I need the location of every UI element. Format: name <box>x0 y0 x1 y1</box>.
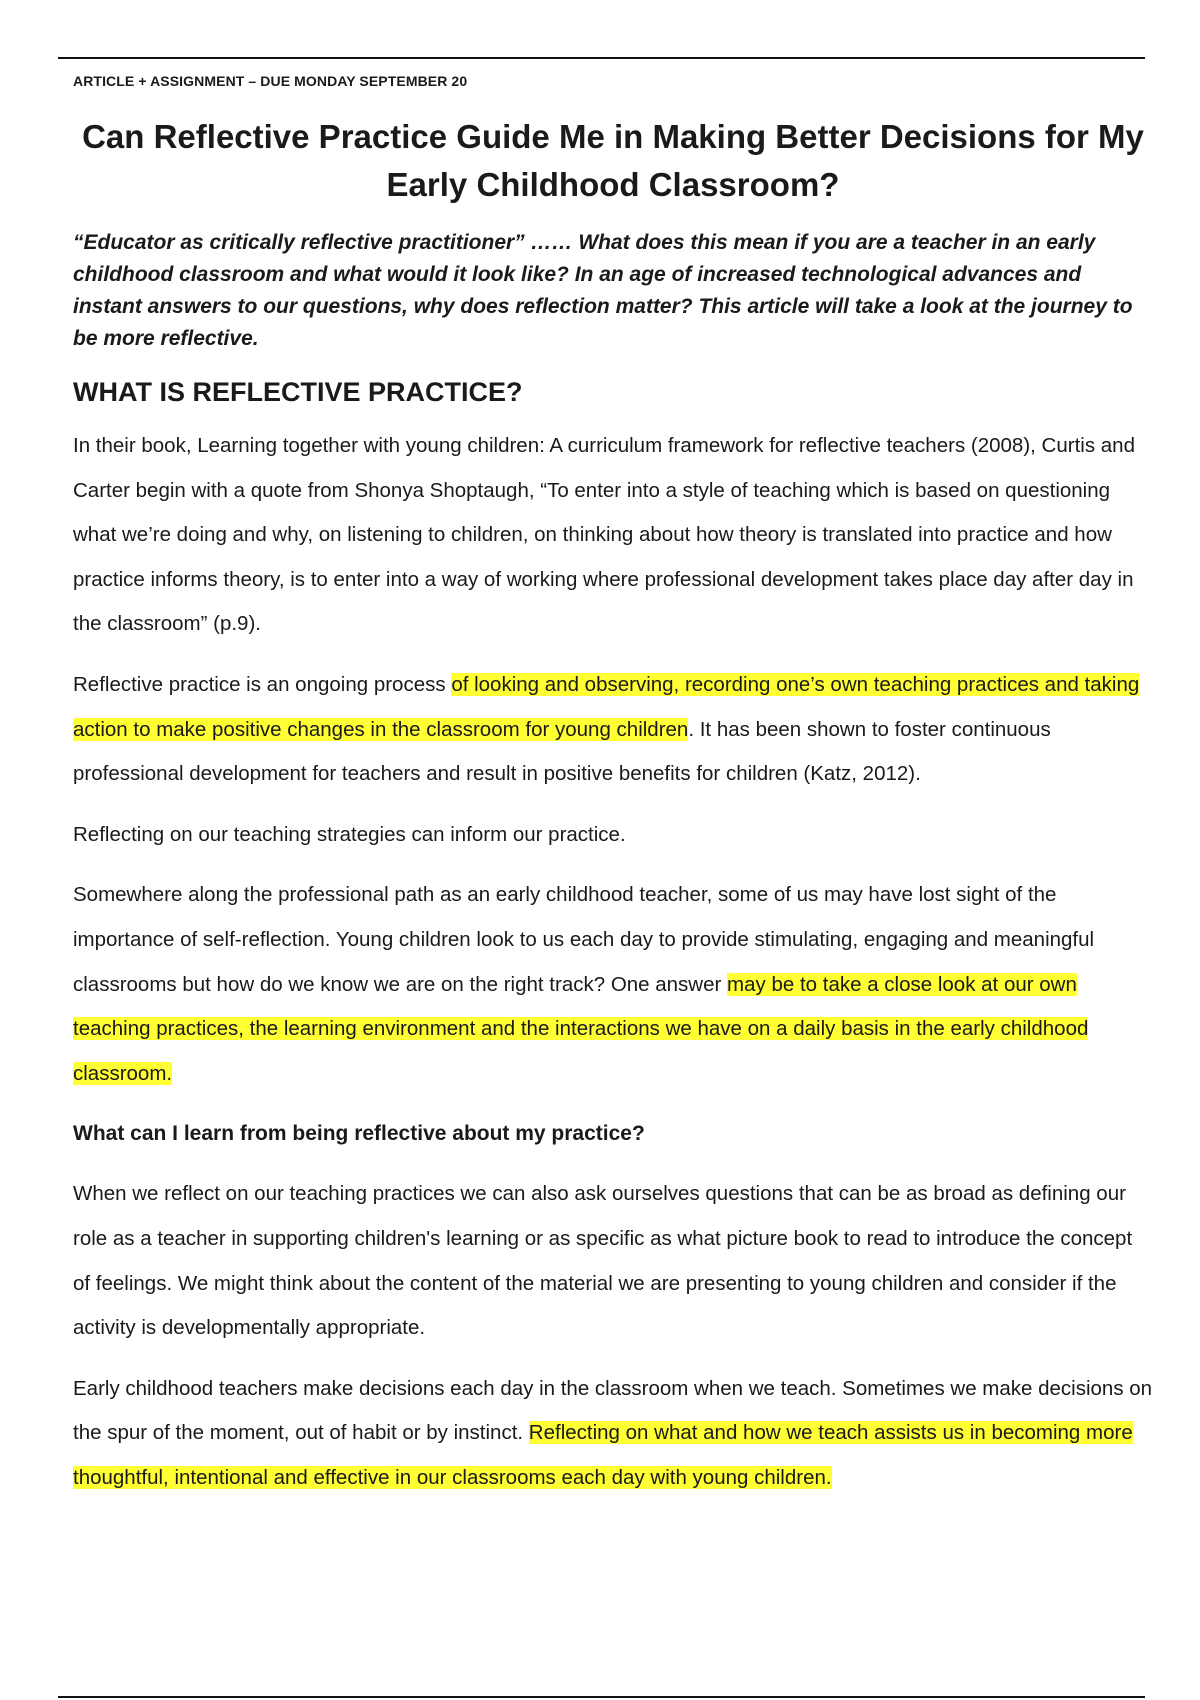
paragraph-5: When we reflect on our teaching practices we can also ask ourselves questions that can be as broad as defining our role as a teacher in supporting children's learning or as specific as what picture book to read to introduce the concept of feelings. We might think about the content of the material we are presenting to young children and consider if the activity is developmentally appropriate. <box>73 1182 1133 1340</box>
paragraph-1: In their book, Learning together with young children: A curriculum framework for reflective teachers (2008), Curtis and Carter begin with a quote from Shonya Shoptaugh, “To enter into a style of teaching which is based on questioning what we’re doing and why, on listening to children, on thinking about how theory is translated into practice and how practice informs theory, is to enter into a way of working where professional development takes place day after day in the classroom” (p.9). <box>73 434 1135 636</box>
highlighted-text: may be to take a close look at our own teaching practices, the learning environment and the interactions we have on a daily basis in the early childhood classroom. <box>73 972 1089 1085</box>
paragraph-3: Reflecting on our teaching strategies can inform our practice. <box>73 822 626 846</box>
top-rule <box>58 57 1145 59</box>
section-heading: WHAT IS REFLECTIVE PRACTICE? <box>73 377 523 407</box>
paragraph-4-text: Somewhere along the professional path as an early childhood teacher, some of us may have lost sight of the importance of self-reflection. Young children look to us each day to provide stimulating, engaging and meaningful classrooms but how do we know we are on the right track? One answer <box>73 883 1095 996</box>
highlighted-text: Reflecting on what and how we teach assists us in becoming more thoughtful, intentional and effective in our classrooms each day with young children. <box>73 1421 1133 1489</box>
paragraph-6 <box>73 1367 1153 1501</box>
paragraph-2 <box>73 663 1153 797</box>
bottom-rule <box>58 1696 1145 1698</box>
header-label: ARTICLE + ASSIGNMENT – DUE MONDAY SEPTEMBER 20 <box>73 73 468 89</box>
subheading: What can I learn from being reflective about my practice? <box>73 1122 645 1146</box>
document-page <box>73 70 1153 1516</box>
paragraph-4 <box>73 873 1153 1096</box>
paragraph-6-text: Early childhood teachers make decisions each day in the classroom when we teach. Sometimes we make decisions on the spur of the moment, out of habit or by instinct. <box>73 1376 1153 1445</box>
highlighted-text: of looking and observing, recording one’s own teaching practices and taking action to make positive changes in the classroom for young children <box>73 672 1140 741</box>
article-title: Can Reflective Practice Guide Me in Making Better Decisions for My Early Childhood Classroom? <box>82 118 1144 203</box>
paragraph-2-text: Reflective practice is an ongoing process <box>73 672 452 696</box>
paragraph-2-text-end: . It has been shown to foster continuous professional development for teachers and result in positive benefits for children (Katz, 2012). <box>73 717 1051 786</box>
intro-paragraph: “Educator as critically reflective practitioner” …… What does this mean if you are a teacher in an early childhood classroom and what would it look like? In an age of increased technological advances and instant answers to our questions, why does reflection matter? This article will take a look at the journey to be more reflective. <box>73 231 1133 350</box>
